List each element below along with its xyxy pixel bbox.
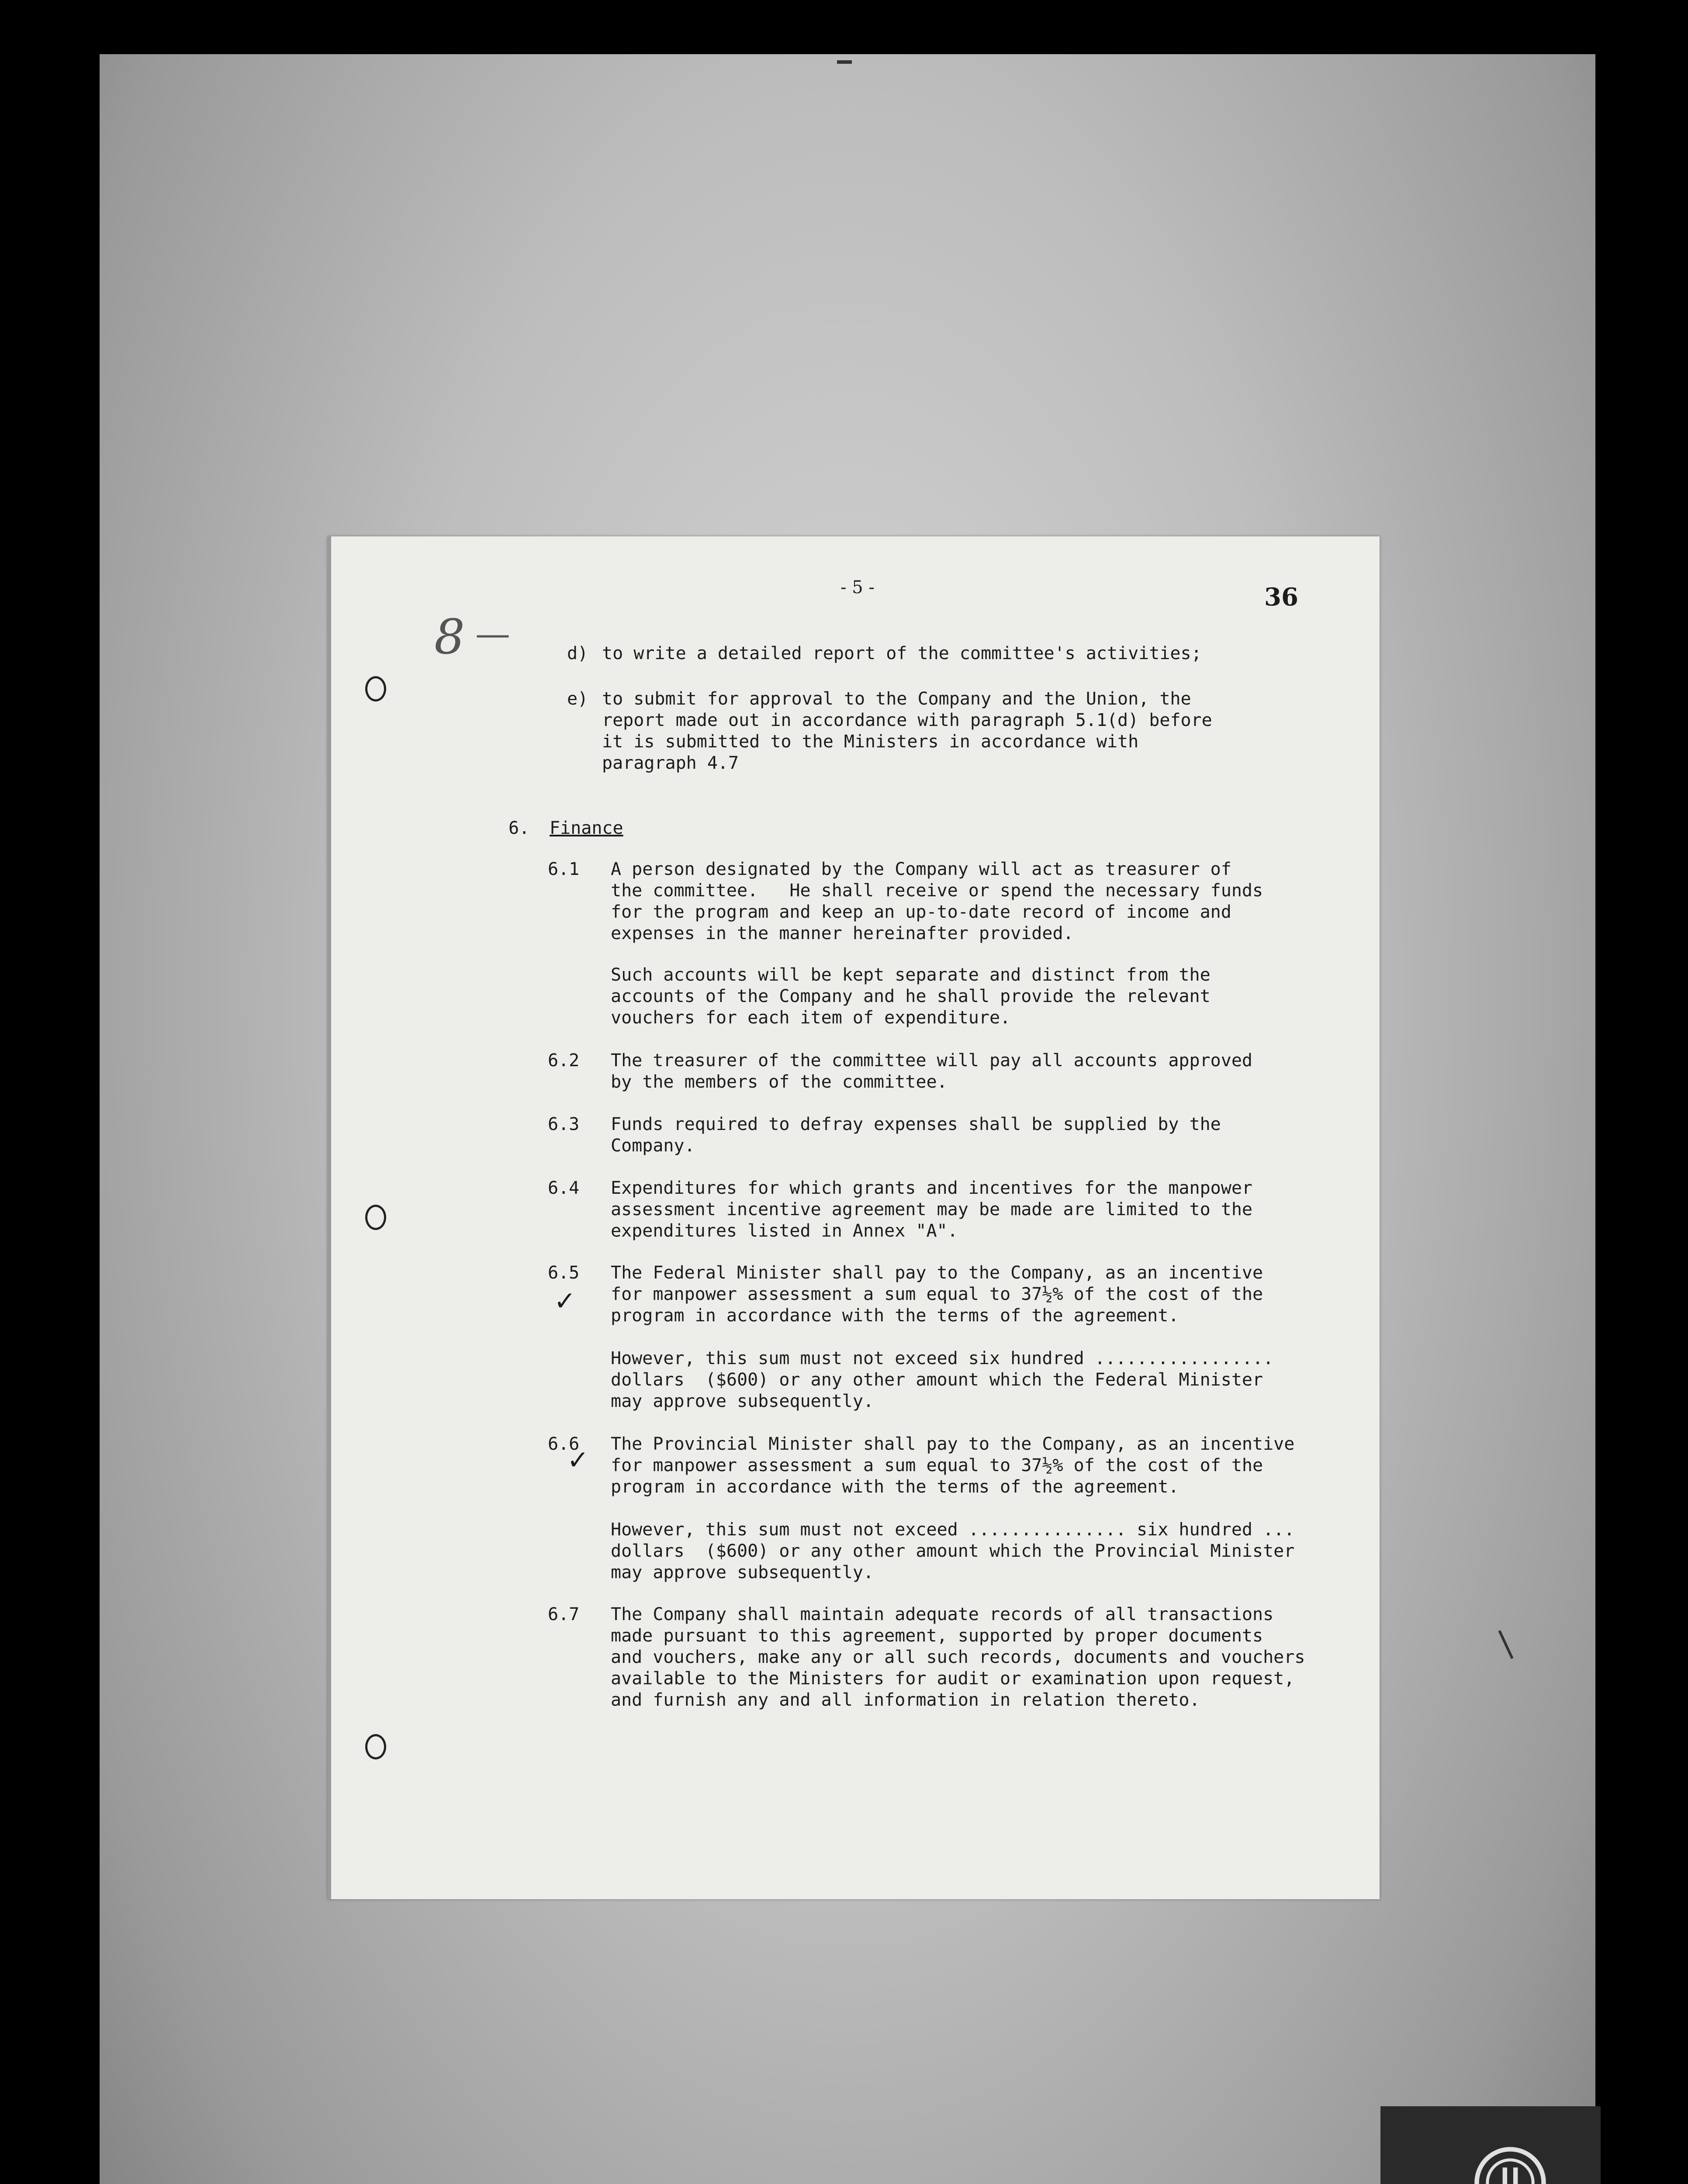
paragraph-line: for manpower assessment a sum equal to 37½% of the cost of the (611, 1284, 1263, 1304)
item-e-line-1: to submit for approval to the Company and the Union, the (602, 689, 1191, 709)
item-e-label: e) (567, 689, 588, 709)
paragraph-line: for the program and keep an up-to-date record of income and (611, 902, 1231, 922)
paragraph-number: 6.4 (548, 1178, 580, 1198)
paragraph-line: The Federal Minister shall pay to the Company, as an incentive (611, 1263, 1263, 1283)
page-number: - 5 - (841, 577, 875, 598)
item-e-line-3: it is submitted to the Ministers in accordance with (602, 732, 1139, 752)
paragraph-line: Such accounts will be kept separate and distinct from the (611, 965, 1211, 985)
paragraph-number: 6.1 (548, 859, 580, 879)
paragraph-line: and furnish any and all information in relation thereto. (611, 1690, 1200, 1710)
item-d-label: d) (567, 643, 588, 663)
handwritten-check-mark: ✓ (554, 1286, 576, 1317)
paragraph-line: Company. (611, 1136, 695, 1156)
paragraph-line: The treasurer of the committee will pay all accounts approved (611, 1051, 1253, 1071)
punch-hole-top (365, 676, 386, 702)
paragraph-number: 6.6 (548, 1434, 580, 1454)
paragraph-line: available to the Ministers for audit or examination upon request, (611, 1669, 1295, 1689)
paragraph-line: program in accordance with the terms of the agreement. (611, 1477, 1179, 1497)
paragraph-line: The Company shall maintain adequate records of all transactions (611, 1604, 1274, 1624)
paragraph-line: However, this sum must not exceed ............... six hundred ... (611, 1520, 1295, 1540)
punch-hole-middle (365, 1205, 386, 1230)
scan-mark (837, 60, 852, 64)
paragraph-line: Funds required to defray expenses shall be supplied by the (611, 1114, 1221, 1134)
paragraph-line: for manpower assessment a sum equal to 37½% of the cost of the (611, 1455, 1263, 1476)
item-e-line-2: report made out in accordance with paragraph 5.1(d) before (602, 710, 1212, 730)
paragraph-line: by the members of the committee. (611, 1072, 948, 1092)
handwritten-check-mark: ✓ (567, 1445, 589, 1476)
document-page (328, 536, 1380, 1899)
paragraph-number: 6.7 (548, 1604, 580, 1624)
paragraph-line: dollars ($600) or any other amount which the Provincial Minister (611, 1541, 1295, 1561)
paragraph-line: may approve subsequently. (611, 1391, 874, 1411)
paragraph-line: accounts of the Company and he shall provide the relevant (611, 986, 1211, 1006)
paragraph-line: expenditures listed in Annex "A". (611, 1221, 958, 1241)
paragraph-line: vouchers for each item of expenditure. (611, 1008, 1011, 1028)
section-number: 6. (508, 818, 530, 838)
handwritten-dash: — (475, 613, 510, 654)
handwritten-margin-note: 8 (434, 609, 465, 665)
paragraph-line: The Provincial Minister shall pay to the Company, as an incentive (611, 1434, 1295, 1454)
paragraph-line: the committee. He shall receive or spend the necessary funds (611, 881, 1263, 901)
paragraph-line: program in accordance with the terms of the agreement. (611, 1306, 1179, 1326)
archive-stamp (1380, 2106, 1601, 2184)
paragraph-line: dollars ($600) or any other amount which the Federal Minister (611, 1370, 1263, 1390)
punch-hole-bottom (365, 1734, 386, 1759)
paragraph-line: A person designated by the Company will act as treasurer of (611, 859, 1231, 879)
paragraph-line: However, this sum must not exceed six hundred ................. (611, 1348, 1274, 1368)
paragraph-line: and vouchers, make any or all such records, documents and vouchers (611, 1647, 1305, 1667)
paragraph-number: 6.5 (548, 1263, 580, 1283)
paragraph-line: made pursuant to this agreement, supported by proper documents (611, 1626, 1263, 1646)
paragraph-line: expenses in the manner hereinafter provided. (611, 923, 1074, 943)
item-d-line-1: to write a detailed report of the committee's activities; (602, 643, 1202, 663)
section-title: Finance (550, 818, 623, 838)
paragraph-line: may approve subsequently. (611, 1562, 874, 1583)
paragraph-line: Expenditures for which grants and incentives for the manpower (611, 1178, 1253, 1198)
paragraph-line: assessment incentive agreement may be made are limited to the (611, 1199, 1253, 1220)
archive-logo-icon (1472, 2145, 1548, 2184)
item-e-line-4: paragraph 4.7 (602, 753, 739, 773)
paragraph-number: 6.2 (548, 1051, 580, 1071)
folio-number: 36 (1264, 583, 1298, 612)
paragraph-number: 6.3 (548, 1114, 580, 1134)
